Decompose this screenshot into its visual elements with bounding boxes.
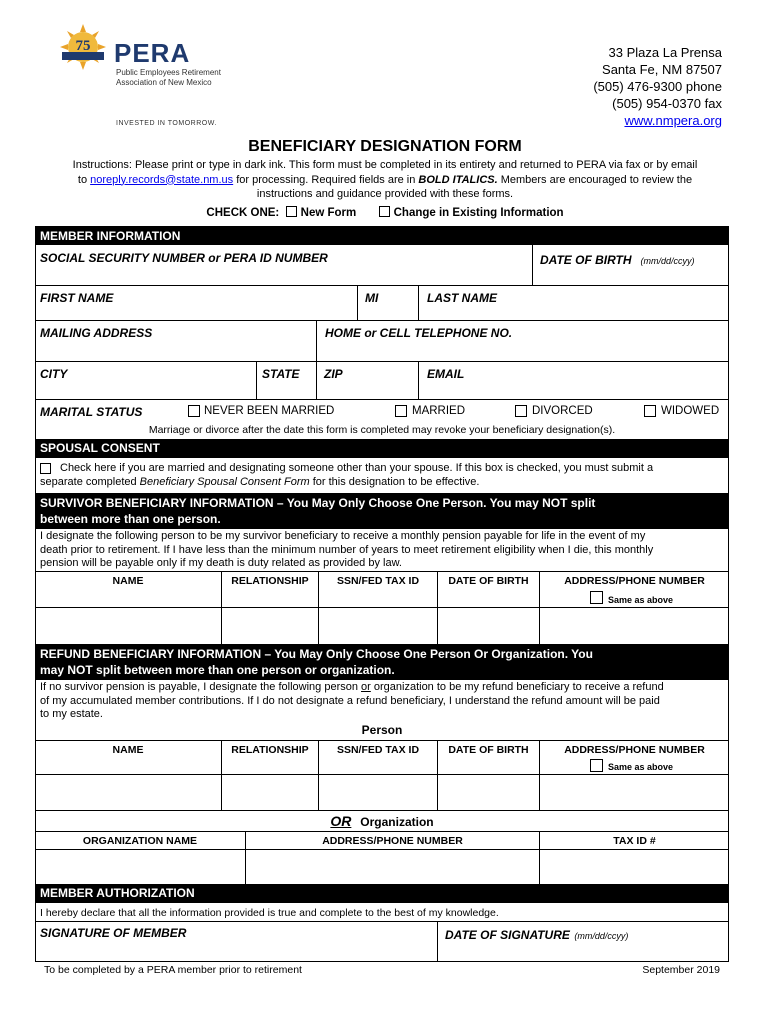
divorced-label: DIVORCED bbox=[532, 405, 593, 417]
widowed-checkbox[interactable] bbox=[644, 405, 656, 417]
refund-same-as-above-label: Same as above bbox=[608, 762, 674, 772]
survivor-address-input[interactable] bbox=[542, 610, 727, 642]
email-input[interactable] bbox=[424, 382, 724, 396]
change-info-label: Change in Existing Information bbox=[393, 207, 564, 219]
marital-status-label: MARITAL STATUS bbox=[40, 405, 143, 419]
spousal-consent-text bbox=[40, 462, 726, 489]
survivor-name-input[interactable] bbox=[38, 610, 218, 642]
date-of-signature-field-label: DATE OF SIGNATURE (mm/dd/ccyy) bbox=[445, 928, 629, 942]
instructions-line-3: instructions and guidance provided with these forms. bbox=[256, 188, 514, 200]
mailing-address-label: MAILING ADDRESS bbox=[40, 326, 153, 340]
survivor-col-ssn: SSN/FED TAX ID bbox=[336, 575, 420, 587]
mi-label: MI bbox=[365, 291, 379, 305]
married-checkbox[interactable] bbox=[395, 405, 407, 417]
refund-person-name-input[interactable] bbox=[38, 777, 218, 808]
pera-address-block bbox=[593, 44, 722, 129]
never-married-label: NEVER BEEN MARRIED bbox=[204, 405, 335, 417]
widowed-label: WIDOWED bbox=[661, 405, 720, 417]
refund-paragraph: If no survivor pension is payable, I designate the following person or organization to be my refund beneficiary to receive a refund of my accumulated member contributions. If I do not designate a refund beneficiary, I understand the refund amount will be paid to my estate. bbox=[40, 681, 664, 720]
state-input[interactable] bbox=[260, 382, 312, 396]
never-married-checkbox[interactable] bbox=[188, 405, 200, 417]
spousal-consent-heading: SPOUSAL CONSENT bbox=[35, 439, 729, 458]
fax-number: (505) 954-0370 fax bbox=[612, 96, 722, 111]
logo-subtitle: Public Employees Retirement Association of New Mexico bbox=[116, 68, 221, 87]
married-label: MARRIED bbox=[412, 405, 466, 417]
footer-left-note: To be completed by a PERA member prior to retirement bbox=[44, 964, 302, 976]
refund-col-address: ADDRESS/PHONE NUMBER bbox=[564, 744, 705, 756]
first-name-label: FIRST NAME bbox=[40, 291, 114, 305]
telephone-input[interactable] bbox=[322, 340, 724, 358]
address-line-1: 33 Plaza La Prensa bbox=[608, 45, 722, 60]
pera-75-anniversary-seal-icon bbox=[60, 24, 106, 70]
refund-col-name: NAME bbox=[112, 744, 144, 756]
survivor-col-dob: DATE OF BIRTH bbox=[448, 575, 529, 587]
new-form-label: New Form bbox=[300, 207, 357, 219]
refund-col-ssn: SSN/FED TAX ID bbox=[336, 744, 420, 756]
last-name-label: LAST NAME bbox=[427, 291, 497, 305]
survivor-ssn-input[interactable] bbox=[321, 610, 435, 642]
member-info-heading: MEMBER INFORMATION bbox=[35, 227, 729, 245]
declaration-text: I hereby declare that all the information provided is true and complete to the best of my knowledge. bbox=[40, 907, 499, 919]
survivor-heading bbox=[35, 493, 729, 529]
org-col-name: ORGANIZATION NAME bbox=[82, 835, 198, 847]
city-input[interactable] bbox=[40, 382, 250, 396]
address-line-2: Santa Fe, NM 87507 bbox=[602, 62, 722, 77]
records-email-link[interactable]: noreply.records@state.nm.us bbox=[90, 173, 234, 186]
survivor-heading-line-2: between more than one person. bbox=[40, 512, 221, 526]
refund-address-input[interactable] bbox=[542, 777, 727, 808]
last-name-input[interactable] bbox=[424, 304, 724, 318]
member-authorization-heading: MEMBER AUTHORIZATION bbox=[35, 884, 729, 903]
survivor-relationship-input[interactable] bbox=[224, 610, 316, 642]
survivor-paragraph: I designate the following person to be my survivor beneficiary to receive a monthly pension payable for life in the event of my death prior to retirement. If I have less than the minimum number of years to meet retirement eligibility when I die, this monthly pension will be payable only if my death is duty related as provided by law. bbox=[40, 530, 654, 569]
first-name-input[interactable] bbox=[40, 304, 352, 318]
seal-number: 75 bbox=[75, 38, 91, 54]
instructions-line-2: to noreply.records@state.nm.us for processing. Required fields are in BOLD ITALICS. Members are encouraged to review the bbox=[77, 173, 693, 186]
state-label: STATE bbox=[262, 367, 300, 381]
new-form-checkbox[interactable] bbox=[286, 206, 297, 217]
signature-label: SIGNATURE OF MEMBER bbox=[40, 926, 187, 940]
refund-heading bbox=[35, 644, 729, 680]
refund-col-relationship: RELATIONSHIP bbox=[231, 744, 309, 756]
survivor-dob-input[interactable] bbox=[440, 610, 537, 642]
divorced-checkbox[interactable] bbox=[515, 405, 527, 417]
refund-heading-line-1: REFUND BENEFICIARY INFORMATION – You May Only Choose One Person Or Organization. You bbox=[40, 647, 593, 661]
or-organization-row bbox=[35, 813, 729, 831]
dob-field-label: DATE OF BIRTH (mm/dd/ccyy) bbox=[540, 253, 695, 267]
ssn-input[interactable] bbox=[40, 262, 528, 282]
survivor-col-relationship: RELATIONSHIP bbox=[231, 575, 309, 587]
ssn-label: SOCIAL SECURITY NUMBER or PERA ID NUMBER bbox=[40, 251, 328, 265]
website-link[interactable]: www.nmpera.org bbox=[624, 113, 722, 128]
city-label: CITY bbox=[40, 367, 68, 381]
dob-input[interactable] bbox=[536, 266, 726, 282]
check-one-label: CHECK ONE: bbox=[206, 207, 280, 219]
refund-col-dob: DATE OF BIRTH bbox=[448, 744, 529, 756]
refund-ssn-input[interactable] bbox=[321, 777, 435, 808]
spousal-line-1: Check here if you are married and designating someone other than your spouse. If this box is checked, you must submit a bbox=[60, 462, 654, 474]
zip-label: ZIP bbox=[324, 367, 343, 381]
form-title: BENEFICIARY DESIGNATION FORM bbox=[248, 138, 522, 155]
refund-same-as-above-checkbox[interactable] bbox=[590, 759, 603, 772]
telephone-label: HOME or CELL TELEPHONE NO. bbox=[325, 326, 513, 340]
refund-dob-input[interactable] bbox=[440, 777, 537, 808]
email-label: EMAIL bbox=[427, 367, 465, 381]
org-tax-id-input[interactable] bbox=[542, 852, 727, 883]
person-label: Person bbox=[361, 723, 403, 737]
survivor-col-address: ADDRESS/PHONE NUMBER bbox=[564, 575, 705, 587]
marital-note: Marriage or divorce after the date this form is completed may revoke your beneficiary designation(s). bbox=[148, 424, 616, 436]
refund-relationship-input[interactable] bbox=[224, 777, 316, 808]
mi-input[interactable] bbox=[362, 304, 414, 318]
signature-input[interactable] bbox=[40, 941, 432, 959]
phone-number: (505) 476-9300 phone bbox=[593, 79, 722, 94]
check-one-row bbox=[0, 206, 770, 219]
organization-label: Organization bbox=[360, 815, 434, 829]
zip-input[interactable] bbox=[322, 382, 414, 396]
refund-heading-line-2: may NOT split between more than one person or organization. bbox=[40, 663, 395, 677]
org-name-input[interactable] bbox=[38, 852, 242, 883]
spousal-line-2: separate completed Beneficiary Spousal Consent Form for this designation to be effective. bbox=[40, 475, 480, 488]
logo-tagline: INVESTED IN TOMORROW. bbox=[116, 120, 217, 127]
org-col-address: ADDRESS/PHONE NUMBER bbox=[322, 835, 463, 847]
mailing-address-input[interactable] bbox=[40, 340, 312, 358]
survivor-same-as-above-label: Same as above bbox=[608, 595, 674, 605]
signature-date-input[interactable] bbox=[443, 941, 725, 959]
survivor-same-as-above-checkbox[interactable] bbox=[590, 591, 603, 604]
pera-logo-wordmark: PERA bbox=[114, 38, 191, 68]
or-label: OR bbox=[330, 813, 352, 829]
org-col-tax-id: TAX ID # bbox=[613, 835, 656, 847]
survivor-heading-line-1: SURVIVOR BENEFICIARY INFORMATION – You May Only Choose One Person. You may NOT split bbox=[40, 496, 596, 510]
change-info-checkbox[interactable] bbox=[379, 206, 390, 217]
survivor-col-name: NAME bbox=[112, 575, 144, 587]
footer-revision-date: September 2019 bbox=[642, 964, 720, 976]
org-address-input[interactable] bbox=[248, 852, 536, 883]
instructions bbox=[40, 158, 730, 202]
instructions-line-1: Instructions: Please print or type in dark ink. This form must be completed in its entirety and returned to PERA via fax or by email bbox=[72, 159, 698, 171]
